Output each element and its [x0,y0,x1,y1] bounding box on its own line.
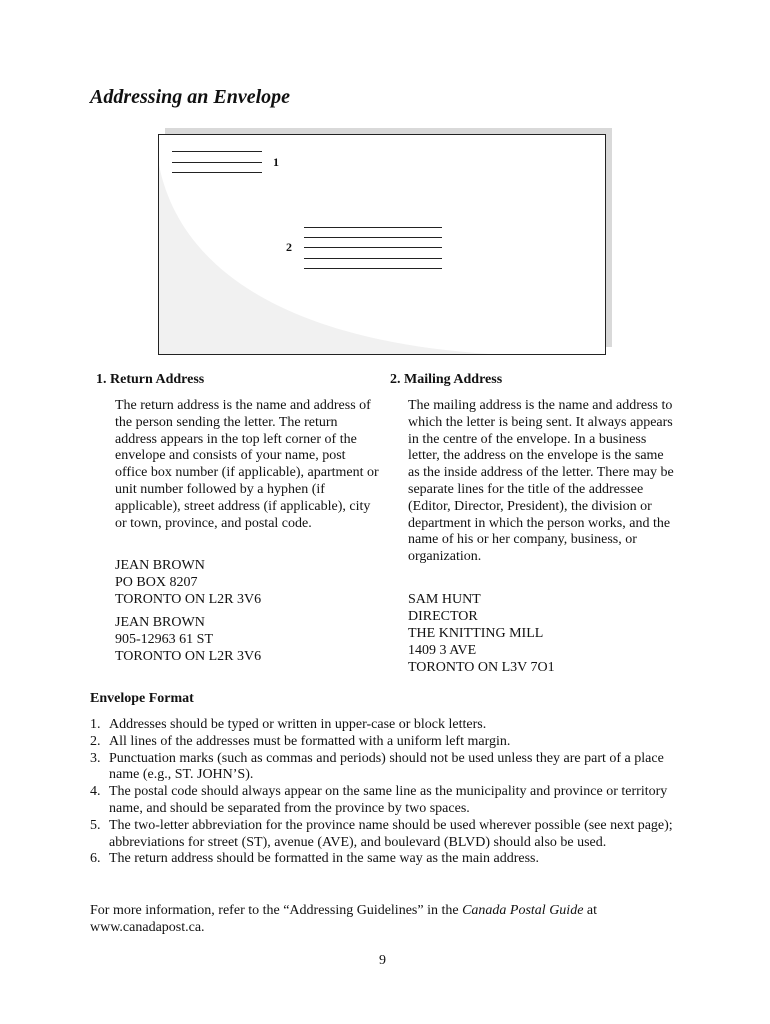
return-address-line [172,151,262,152]
mailing-address-line [304,227,442,228]
return-address-marker: 1 [273,155,279,169]
mailing-address-example [408,591,555,676]
list-number: 1. [90,717,101,732]
info-text-end: at www.canadapost.ca. [90,903,598,935]
address-line: 1409 3 AVE [408,643,477,658]
mailing-address-line [304,247,442,248]
list-text: Punctuation marks (such as commas and periods) should not be used unless they are part of a place name (e.g., ST. JOHN’S). [109,750,664,783]
list-text: All lines of the addresses must be formatted with a uniform left margin. [109,733,511,749]
mailing-address-line [304,237,442,238]
list-number: 5. [90,817,101,833]
return-address-heading: 1. Return Address [96,372,205,387]
page-number: 9 [379,953,386,968]
address-line: DIRECTOR [408,609,478,624]
mailing-address-heading: 2. Mailing Address [390,372,503,387]
envelope-format-list [90,717,690,868]
list-number: 4. [90,784,101,800]
return-address-description: The return address is the name and address of the person sending the letter. The return address appears in the top left corner of the envelope and consists of your name, post office box number (if applicable), apartment or unit number followed by a hyphen (if applicable), street address (if applicable), city or town, province, and postal code. [115,398,379,531]
address-line: 905-12963 61 ST [115,632,213,647]
page-title: Addressing an Envelope [90,86,291,108]
list-item [90,751,690,785]
address-line: TORONTO ON L2R 3V6 [115,592,262,607]
address-line: TORONTO ON L2R 3V6 [115,649,262,664]
list-item [90,717,690,734]
mailing-address-line [304,258,442,259]
list-item [90,818,690,852]
list-number: 6. [90,851,101,867]
envelope-swoosh [159,135,605,354]
return-address-example-2 [115,614,261,665]
mailing-address-description: The mailing address is the name and address to which the letter is being sent. It always appears in the centre of the envelope. In a business letter, the address on the envelope is the same as the inside address of the letter. There may be separate lines for the title of the addressee (Editor, Director, President), the division or department in which the person works, and the name of his or her company, business, or organization. [408,398,674,565]
return-address-example-1 [115,557,261,608]
list-item [90,734,690,751]
mailing-address-line [304,268,442,269]
list-text: The two-letter abbreviation for the province name should be used wherever possible (see next page); abbreviations for street (ST), avenue (AVE), and boulevard (BLVD) should also be used. [109,817,673,850]
list-item [90,851,690,868]
return-address-line [172,172,262,173]
info-text: For more information, refer to the “Addressing Guidelines” in the [90,903,463,918]
envelope-format-heading: Envelope Format [90,691,194,706]
mailing-address-marker: 2 [286,240,292,254]
list-number: 2. [90,733,101,749]
address-line: SAM HUNT [408,592,481,607]
address-line: PO BOX 8207 [115,575,198,590]
list-number: 3. [90,750,101,766]
more-information [90,903,690,937]
address-line: TORONTO ON L3V 7O1 [408,660,555,675]
list-text: Addresses should be typed or written in upper-case or block letters. [109,717,487,732]
list-item [90,784,690,818]
address-line: JEAN BROWN [115,558,205,573]
list-text: The return address should be formatted in the same way as the main address. [109,851,539,867]
envelope-diagram [158,134,606,355]
return-address-line [172,162,262,163]
list-text: The postal code should always appear on the same line as the municipality and province or territory name, and should be separated from the province by two spaces. [109,784,668,816]
guide-title: Canada Postal Guide [462,903,584,918]
address-line: JEAN BROWN [115,615,205,630]
address-line: THE KNITTING MILL [408,626,544,641]
